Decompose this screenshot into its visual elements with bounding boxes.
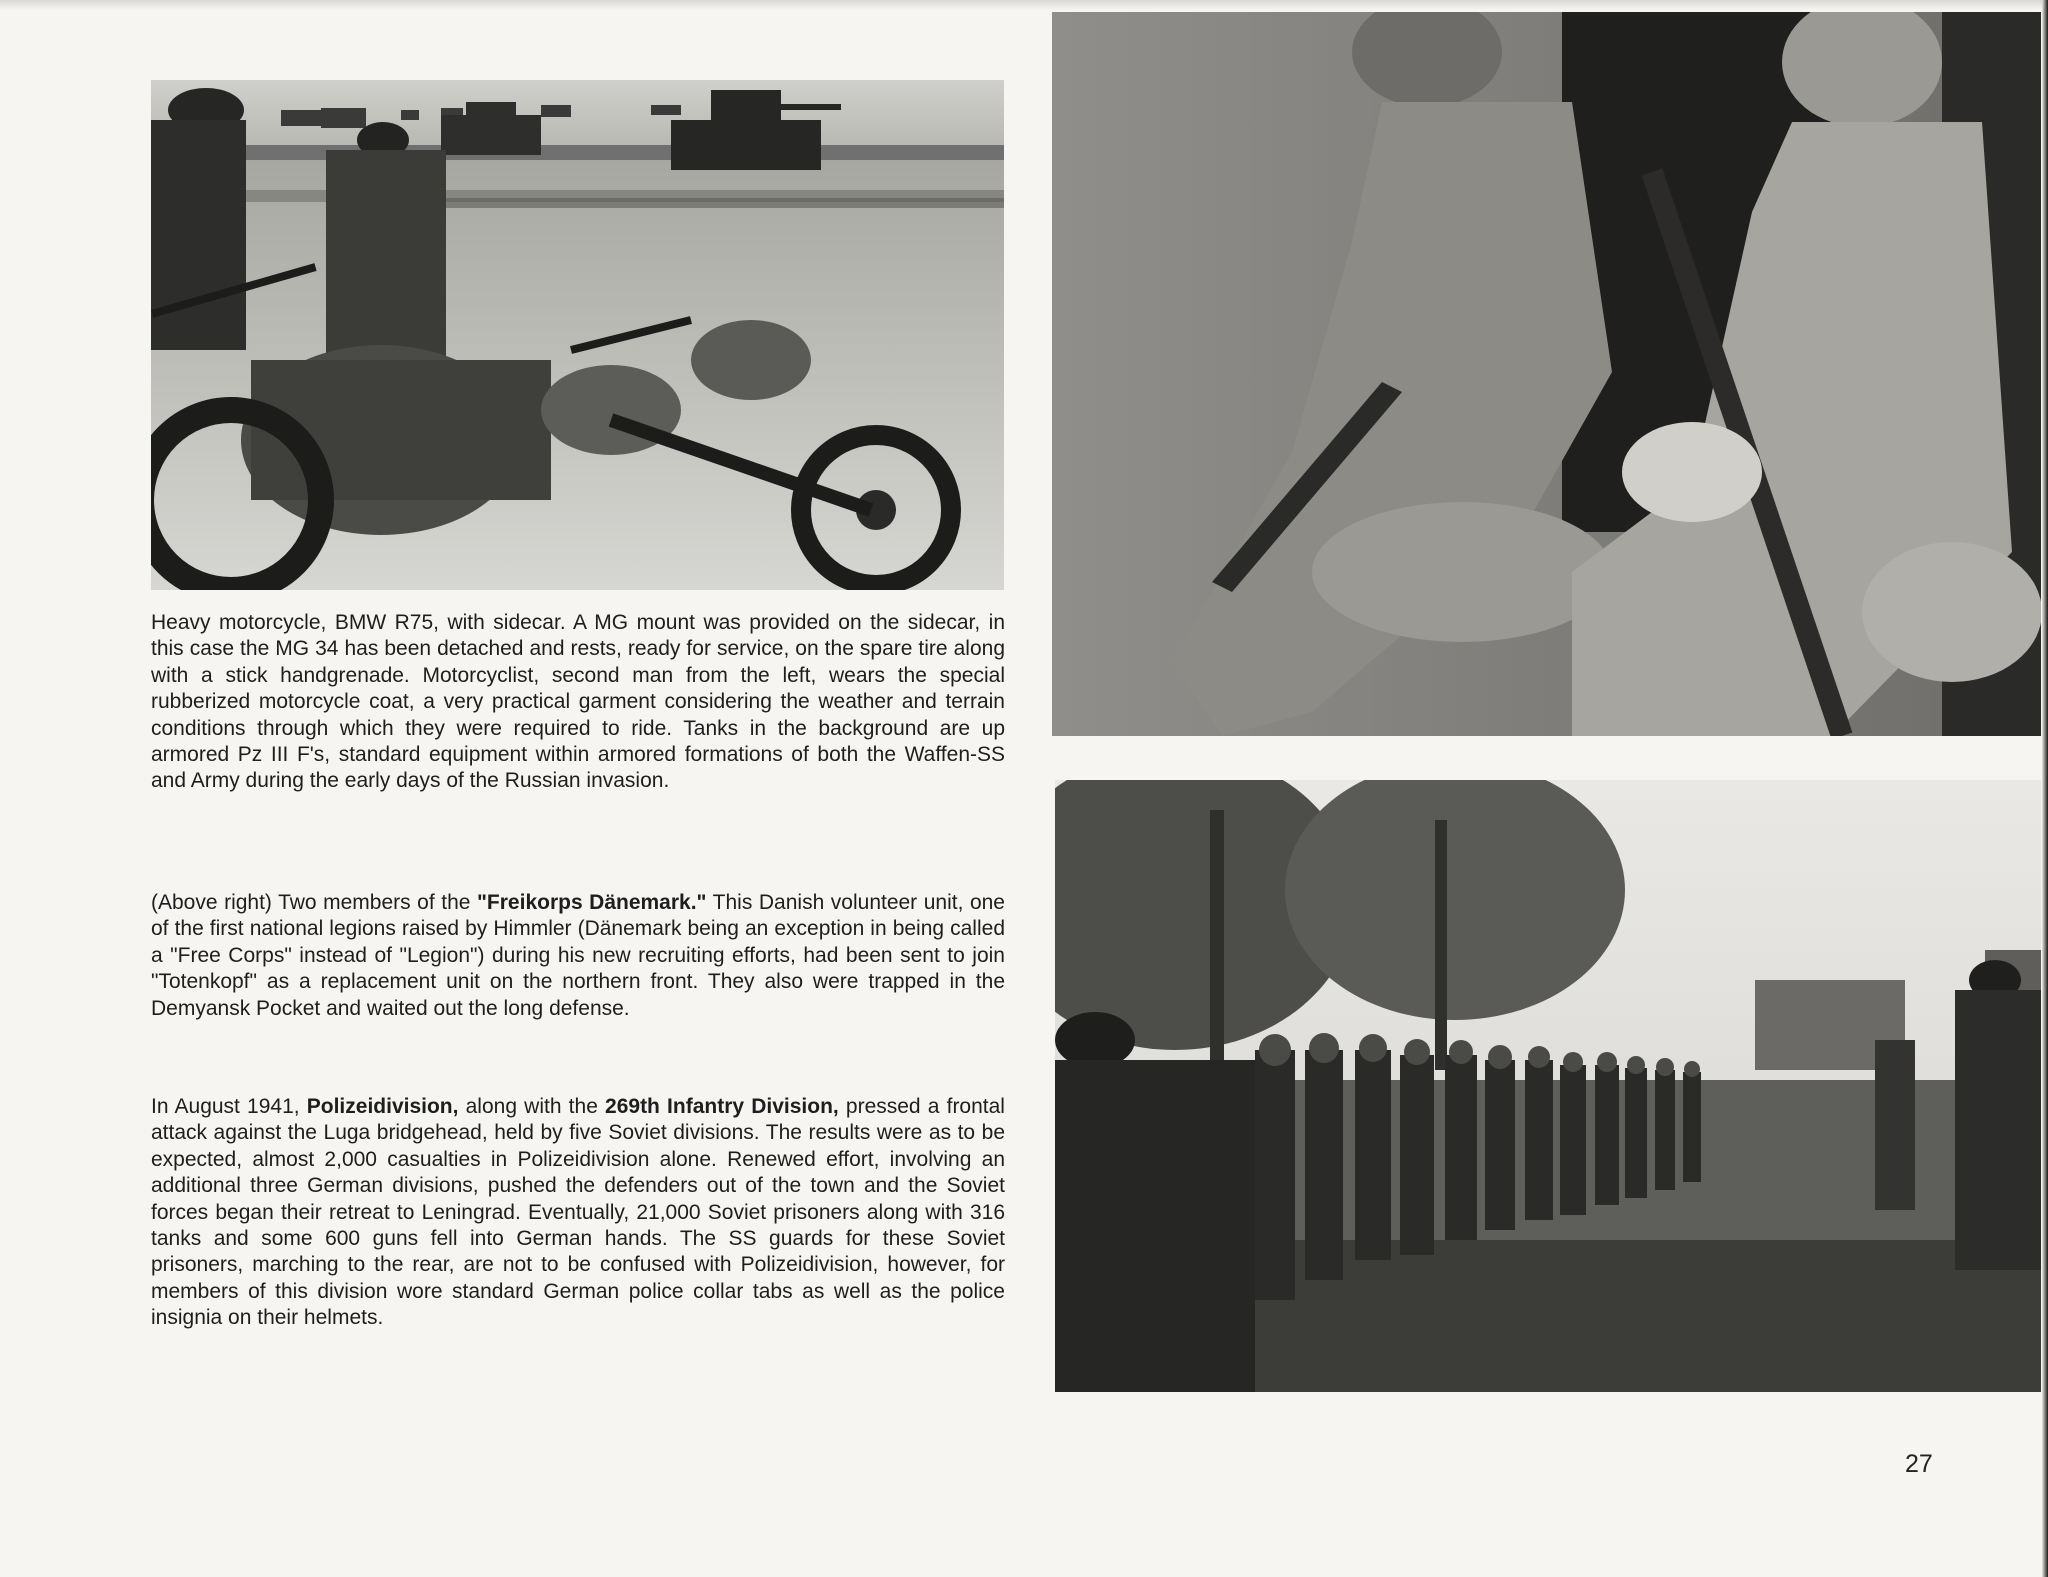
page-number: 27 xyxy=(1905,1450,1933,1478)
page-top-shadow xyxy=(0,0,2048,10)
photo-motorcycle-sidecar xyxy=(151,80,1004,590)
caption-freikorps xyxy=(151,890,1005,1022)
caption-august-text-1: In August 1941, xyxy=(151,1095,307,1118)
caption-freikorps-text-1: (Above right) Two members of the xyxy=(151,891,477,914)
caption-august-text-3: pressed a frontal attack against the Luga bridgehead, held by five Soviet divisions. The results were as to be expected, almost 2,000 casualties in Polizeidivision alone. Renewed effort, involving an additional three German divisions, pushed the defenders out of the town and the Soviet forces began their retreat to Leningrad. Eventually, 21,000 Soviet prisoners along with 316 tanks and some 600 guns fell into German hands. The SS guards for these Soviet prisoners, marching to the rear, are not to be confused with Polizeidivision, however, for members of this division wore standard German police collar tabs as well as the police insignia on their helmets. xyxy=(151,1095,1005,1330)
caption-freikorps-text-2: This Danish volunteer unit, one of the first national legions raised by Himmler (Dänemark being an exception in being called a "Free Corps" instead of "Legion") during his new recruiting efforts, had been sent to join "Totenkopf" as a replacement unit on the northern front. They also were trapped in the Demyansk Pocket and waited out the long defense. xyxy=(151,891,1005,1020)
caption-freikorps-bold-unit: "Freikorps Dänemark." xyxy=(476,891,707,914)
photo-soviet-prisoners xyxy=(1055,780,2041,1392)
caption-august-text-2: along with the xyxy=(458,1095,606,1118)
photo-freikorps-danemark xyxy=(1052,12,2041,736)
caption-august-bold-polizeidivision: Polizeidivision, xyxy=(306,1095,459,1118)
page-binding-edge xyxy=(2042,0,2048,1577)
caption-august-1941 xyxy=(151,1094,1005,1332)
caption-motorcycle: Heavy motorcycle, BMW R75, with sidecar. A MG mount was provided on the sidecar, in this case the MG 34 has been detached and rests, ready for service, on the spare tire along with a stick handgrenade. Motorcyclist, second man from the left, wears the special rubberized motorcycle coat, a very practical garment considering the weather and terrain conditions through which they were required to ride. Tanks in the background are up armored Pz III F's, standard equipment within armored formations of both the Waffen-SS and Army during the early days of the Russian invasion. xyxy=(151,611,1005,793)
caption-august-bold-269th: 269th Infantry Division, xyxy=(605,1095,839,1118)
